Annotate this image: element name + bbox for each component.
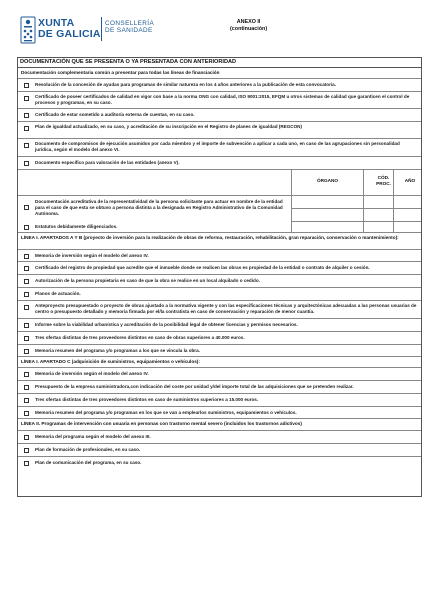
line2-heading: LÍNEA II. Programas de intervención con usuaria en personas con trastorno mental severo (incluidos los trastornos adictivos) <box>18 419 421 431</box>
item-text: Resolución de la concesión de ayudas para programas de similar natureza en los 4 años anteriores a la publicación de esta convocatoria. <box>35 82 336 87</box>
checkbox[interactable] <box>24 205 29 210</box>
common-section-heading: Documentación complementaria común a presentar para todas las líneas de financiación <box>18 68 421 79</box>
item-text: Certificado de estar sometido a auditoría externa de cuentas, en su caso. <box>35 112 195 117</box>
item-text: Tres ofertas distintas de tres proveedores distintos en caso de obras superiores a 40.000 euros. <box>35 335 245 340</box>
department-name <box>105 20 154 34</box>
item-text: Memoria de inversión según el modelo del anexo IV. <box>35 371 149 376</box>
checkbox[interactable] <box>24 435 29 440</box>
checkbox[interactable] <box>24 292 29 297</box>
item-text: Anteproyecto presupuestado o proyecto de obras ajustado a la normativa vigente y con las especificaciones técnicas y arquitectónicas adecuadas a las personas usuarias de centro o presupuesto detallado y memoria firmada por el/la contratista en caso de conservación y reparación de menor cuantía. <box>35 303 417 314</box>
column-header-organ: ÓRGANO <box>316 178 339 183</box>
item-text: Documento de compromisos de ejecución asumidos por cada miembro y el importe de subvención a aplicar a cada uno, en caso de las agrupaciones sin personalidad jurídica, según el modelo del anexo VI. <box>35 141 400 152</box>
item-text: Plan de formación de profesionales, en su caso. <box>35 447 141 452</box>
brand-line-2: DE GALICIA <box>38 27 101 40</box>
list-item <box>18 431 421 444</box>
table-title: DOCUMENTACIÓN QUE SE PRESENTA O YA PRESENTADA CON ANTERIORIDAD <box>18 56 421 68</box>
checkbox[interactable] <box>24 143 29 148</box>
list-item <box>18 288 421 301</box>
line1ab-heading: LÍNEA I. APARTADOS A Y B (proyecto de inversión para la realización de obras de reforma, restauración, rehabilitación, gran reparación, conservación o mantenimiento): <box>18 233 421 250</box>
item-text: Documentación acreditativa de la representatividad de la persona solicitante para actuar en nombre de la entidad para el caso de que esta se obtuvo a persona distinta a la designada en Registro Administrativo de la Comunidad Autónoma. <box>35 199 283 216</box>
checkbox[interactable] <box>24 266 29 271</box>
checkbox[interactable] <box>24 305 29 310</box>
item-text: Plan de comunicación del programa, en su caso. <box>35 460 142 465</box>
item-text: Tres ofertas distintas de tres proveedores distintos en caso de suministros superiores a 15.000 euros. <box>35 397 259 402</box>
item-text: Informe sobre la viabilidad urbanística y acreditación de la posibilidad legal de obtener licencias y permisos necesarios. <box>35 322 298 327</box>
checkbox[interactable] <box>24 279 29 284</box>
checkbox[interactable] <box>24 336 29 341</box>
list-item <box>18 332 421 345</box>
checkbox[interactable] <box>24 83 29 88</box>
checkbox[interactable] <box>24 96 29 101</box>
list-item <box>18 122 421 139</box>
item-text: Memoria resumen del programa y/o programas a los que se vincula la obra. <box>35 348 200 353</box>
item-text: Documento específico para valoración de las entidades (anexo V). <box>35 160 180 165</box>
list-item <box>18 262 421 275</box>
item-text: Presupuesto de la empresa suministradora,con indicación del coste por unidad y/del importe total de las adquisiciones que se pretenden realizar. <box>35 384 354 389</box>
item-text: Certificado del registro de propiedad que acredite que el inmueble donde se realicen las obras es propiedad de la entidad o contrato de alquiler o cesión. <box>35 265 370 270</box>
list-item <box>18 301 421 319</box>
checkbox[interactable] <box>24 461 29 466</box>
checkbox[interactable] <box>24 349 29 354</box>
list-item <box>18 381 421 394</box>
list-item <box>18 221 421 233</box>
list-item <box>18 444 421 457</box>
item-text: Certificado de poseer certificados de calidad en vigor con base a la norma ONG con calidad, ISO 9001:2015, EFQM u otros sistemas de calidad que garanticen el control de procesos y programas, en su caso. <box>35 94 410 105</box>
column-divider <box>363 170 364 233</box>
brand-divider <box>101 17 102 41</box>
annex-label <box>230 19 267 33</box>
checkbox[interactable] <box>24 385 29 390</box>
item-text: Memoria de inversión según el modelo del anexo IV. <box>35 253 149 258</box>
brand-line-1: XUNTA <box>38 17 75 29</box>
list-item <box>18 275 421 288</box>
item-text: Estatutos debidamente diligenciados. <box>35 224 118 229</box>
list-item <box>18 139 421 157</box>
list-item <box>18 394 421 407</box>
checkbox[interactable] <box>24 448 29 453</box>
annex-line-1: ANEXO II <box>236 19 261 25</box>
checkbox[interactable] <box>24 113 29 118</box>
item-text: Autorización de la persona propietaria en caso de que la obra se realice en un local alquilado o cedido. <box>35 278 260 283</box>
xunta-logo-icon <box>20 16 36 44</box>
checkbox[interactable] <box>24 161 29 166</box>
column-divider <box>393 170 394 233</box>
annex-line-2: (continuación) <box>230 25 268 32</box>
dept-line-1: CONSELLERÍA <box>105 20 155 27</box>
item-text: Memoria resumen del programa y/o programas en los que se van a emplearlos suministros, equipamientos o vehículos. <box>35 410 297 415</box>
list-item <box>18 345 421 357</box>
list-item <box>18 407 421 419</box>
dept-line-2: DE SANIDADE <box>105 27 153 35</box>
column-header-row <box>18 170 421 196</box>
divider <box>291 208 421 209</box>
list-item <box>18 92 421 109</box>
list-item <box>18 79 421 92</box>
checkbox[interactable] <box>24 126 29 131</box>
column-divider <box>291 170 292 233</box>
list-item <box>18 457 421 471</box>
checkbox[interactable] <box>24 411 29 416</box>
list-item <box>18 157 421 170</box>
item-text: Planos de actuación. <box>35 291 81 296</box>
brand-name <box>38 18 101 39</box>
checkbox[interactable] <box>24 225 29 230</box>
checkbox[interactable] <box>24 254 29 259</box>
line1c-heading: LÍNEA I. APARTADO C (adquisición de suministros, equipamientos o vehículos): <box>18 357 421 368</box>
column-header-year: AÑO <box>404 178 416 183</box>
list-item <box>18 368 421 381</box>
list-item <box>18 109 421 122</box>
checkbox[interactable] <box>24 398 29 403</box>
column-header-code <box>364 175 403 187</box>
list-item <box>18 319 421 332</box>
checkbox[interactable] <box>24 323 29 328</box>
list-item <box>18 250 421 262</box>
item-text: Plan de igualdad actualizado, en su caso, y acreditación de su inscripción en el Registro de planes de igualdad (REGCON) <box>35 124 303 129</box>
code-line-1: CÓD. <box>377 175 390 180</box>
code-line-2: PROC. <box>376 181 391 186</box>
item-text: Memoria del programa según el modelo del anexo III. <box>35 434 151 439</box>
checkbox[interactable] <box>24 372 29 377</box>
